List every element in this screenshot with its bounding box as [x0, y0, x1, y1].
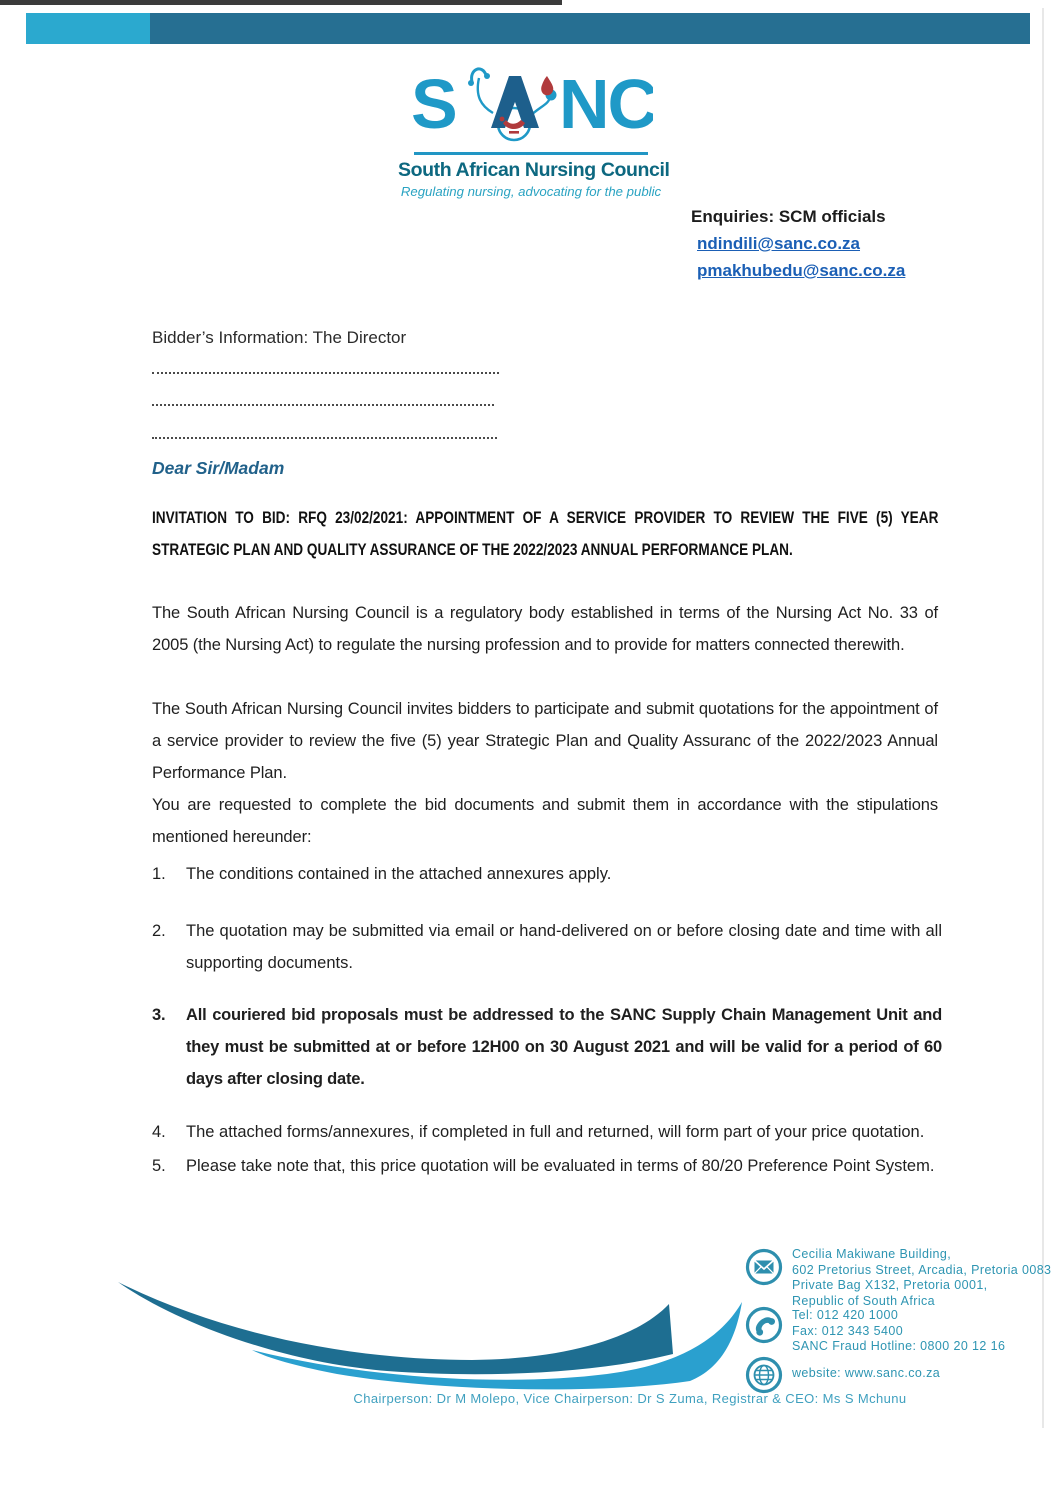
fill-in-line-3	[152, 437, 497, 439]
list-item-number: 4.	[152, 1123, 166, 1141]
website-line	[792, 1366, 940, 1382]
body-paragraph-2: The South African Nursing Council invites bidders to participate and submit quotations for the appointment of a service provider to review the five (5) year Strategic Plan and Quality Assuranc of the 2022/2023 Annual Performance Plan.	[152, 700, 938, 782]
tel-line: Tel: 012 420 1000	[792, 1308, 899, 1322]
postal-address	[792, 1247, 1051, 1309]
list-item-text: Please take note that, this price quotation will be evaluated in terms of 80/20 Preference Point System.	[186, 1157, 935, 1175]
list-item-number: 2.	[152, 922, 166, 940]
subject-heading-wrap	[152, 502, 938, 602]
phone-icon	[744, 1305, 784, 1345]
subject-heading: INVITATION TO BID: RFQ 23/02/2021: APPOINTMENT OF A SERVICE PROVIDER TO REVIEW THE FIVE (5) YEAR STRATEGIC PLAN AND QUALITY ASSURANCE OF THE 2022/2023 ANNUAL PERFORMANCE PLAN.	[152, 508, 939, 559]
enquiries-email-1[interactable]: ndindili@sanc.co.za	[697, 234, 860, 253]
envelope-icon	[744, 1247, 784, 1287]
bidder-info-label: Bidder’s Information: The Director	[152, 328, 407, 347]
header-bar	[26, 13, 1030, 44]
list-item	[152, 915, 942, 979]
fraud-hotline-line: SANC Fraud Hotline: 0800 20 12 16	[792, 1339, 1006, 1353]
blood-drop-icon	[541, 76, 553, 95]
address-line: Republic of South Africa	[792, 1293, 936, 1308]
list-item-text: The conditions contained in the attached annexures apply.	[186, 865, 612, 883]
scan-artifact-right-edge	[1042, 8, 1044, 1428]
list-item	[152, 858, 942, 890]
footer-swoosh-graphic	[112, 1276, 746, 1394]
stipulations-list	[152, 858, 942, 1182]
logo-letter-s: S	[411, 65, 458, 143]
list-item	[152, 1150, 942, 1182]
globe-icon	[744, 1355, 784, 1395]
sanc-logo-mark	[409, 64, 653, 144]
list-item-text: The attached forms/annexures, if completed in full and returned, will form part of your price quotation.	[186, 1123, 925, 1141]
list-item-text: All couriered bid proposals must be addressed to the SANC Supply Chain Management Unit and they must be submitted at or before 12H00 on 30 August 2021 and will be valid for a period of 60 days after closing date.	[186, 1006, 942, 1088]
address-line: Cecilia Makiwane Building,	[792, 1247, 952, 1261]
list-item-number: 1.	[152, 865, 166, 883]
list-item	[152, 1116, 942, 1148]
list-item	[152, 999, 942, 1095]
fill-in-line-1	[152, 372, 499, 374]
list-item-number: 3.	[152, 1006, 166, 1024]
logo-letter-a	[491, 76, 539, 128]
address-line: Private Bag X132, Pretoria 0001,	[792, 1278, 988, 1292]
fill-in-line-2	[152, 404, 494, 406]
header-bar-light-segment	[26, 13, 150, 44]
logo-letters-nc: NC	[559, 65, 653, 143]
phone-numbers	[792, 1308, 1005, 1355]
org-name: South African Nursing Council	[398, 159, 670, 181]
enquiries-title: Enquiries: SCM officials	[691, 207, 886, 226]
fax-line: Fax: 012 343 5400	[792, 1323, 904, 1338]
salutation: Dear Sir/Madam	[152, 458, 285, 478]
address-line: 602 Pretorius Street, Arcadia, Pretoria 0083	[792, 1262, 1052, 1277]
website-text[interactable]: website: www.sanc.co.za	[792, 1366, 941, 1380]
scan-artifact-top-strip	[0, 0, 562, 5]
body-paragraph-1: The South African Nursing Council is a regulatory body established in terms of the Nursing Act No. 33 of 2005 (the Nursing Act) to regulate the nursing profession and to provide for matters connected therewith.	[152, 604, 938, 654]
logo-underline	[414, 152, 648, 155]
sanc-logo	[398, 64, 670, 199]
list-item-number: 5.	[152, 1157, 166, 1175]
org-tagline: Regulating nursing, advocating for the public	[400, 184, 662, 199]
body-paragraph-3: You are requested to complete the bid documents and submit them in accordance with the stipulations mentioned hereunder:	[152, 796, 938, 846]
enquiries-block	[691, 203, 905, 284]
list-item-text: The quotation may be submitted via email or hand-delivered on or before closing date and time with all supporting documents.	[186, 922, 942, 972]
officials-line: Chairperson: Dr M Molepo, Vice Chairperson: Dr S Zuma, Registrar & CEO: Ms S Mchunu	[353, 1391, 907, 1406]
enquiries-email-2[interactable]: pmakhubedu@sanc.co.za	[697, 261, 906, 280]
